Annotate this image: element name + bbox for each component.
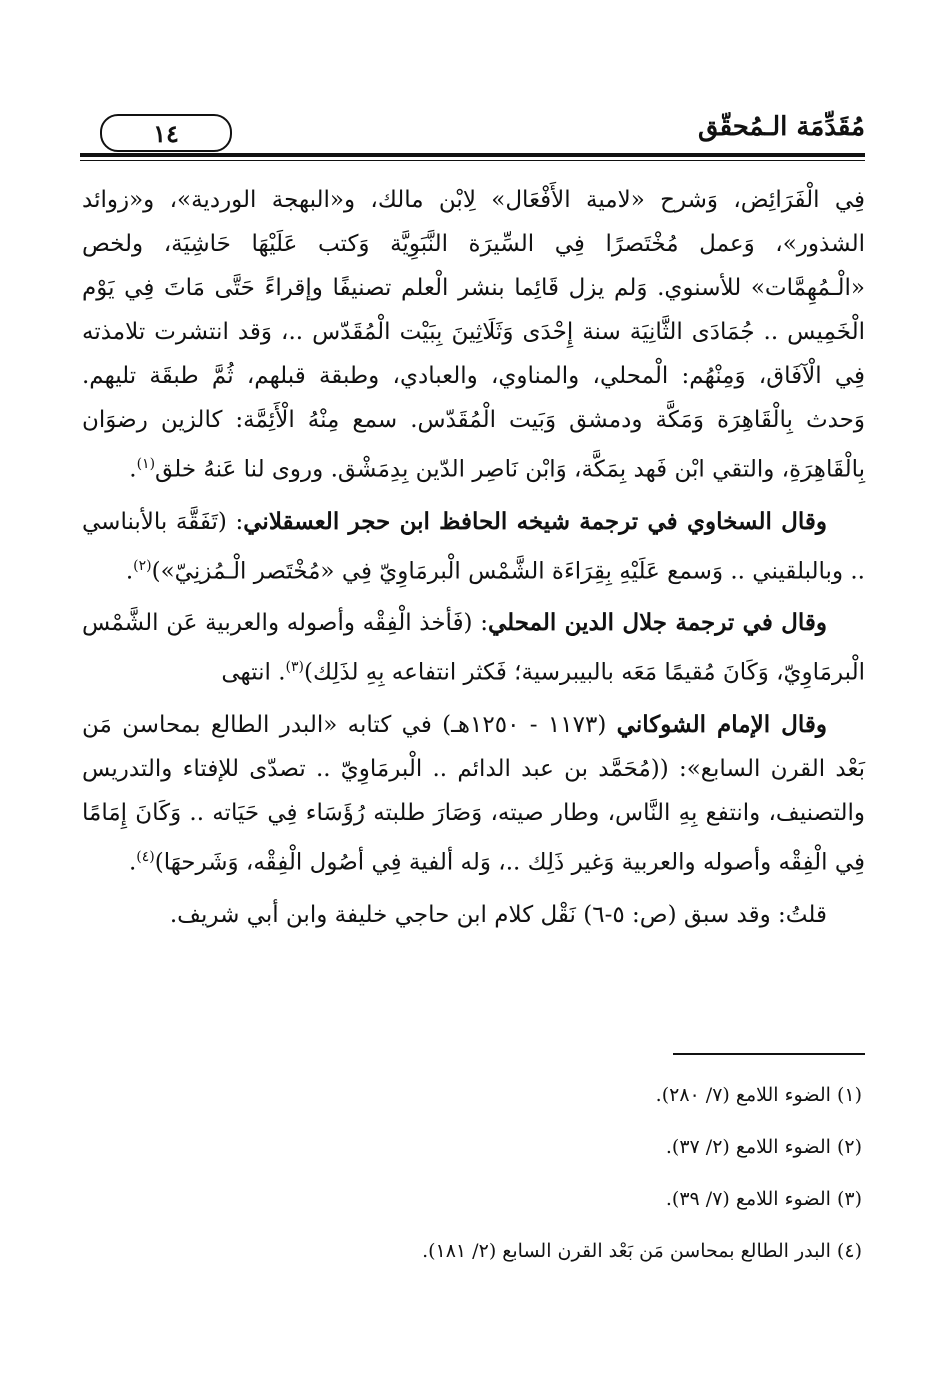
paragraph-2-lead: وقال السخاوي في ترجمة شيخه الحافظ ابن حجر العسقلاني (243, 507, 827, 535)
footnote-1: (١) الضوء اللامع (٧/ ٢٨٠). (655, 1084, 862, 1106)
footnote-separator (673, 1053, 865, 1055)
paragraph-3-lead: وقال في ترجمة جلال الدين المحلي (487, 609, 828, 637)
paragraph-3 (82, 601, 865, 695)
paragraph-4: وقال الإمام الشوكاني (١١٧٣ - ١٢٥٠هـ) في كتابه «البدر الطالع بمحاسن مَن بَعْد القرن السابع»: ((مُحَمَّد بن عبد الدائم .. الْبرمَاوِيّ .. تصدّى للإفتاء والتدريس والتصنيف، وانتفع بِهِ النَّاس، وطار صيته، وَصَارَ طلبته رُؤَسَاء فِي حَيَاته .. وَكَانَ إِمَامًا فِي الْفِقْه وأصوله والعربية وَغير ذَلِك ..، وَله ألفية فِي أصُول الْفِقْه، وَشَرحهَا)$^{(٤)}$. (82, 710, 865, 876)
main-text (82, 178, 865, 937)
footnotes (82, 1080, 862, 1288)
paragraph-2-text: : (تَفَقَّهَ بالأبناسي .. وبالبلقيني .. وَسمع عَلَيْهِ بِقِرَاءَة الشَّمْس الْبرمَاوِيّ فِي «مُخْتَصر الْـمُزنِيّ») (82, 508, 865, 585)
paragraph-3-tail: . انتهى (221, 659, 286, 686)
paragraph-5-text: قلتُ: وقد سبق (ص: ٥-٦) نَقْل كلام ابن حاجي خليفة وابن أبي شريف. (169, 901, 827, 928)
paragraph-1: فِي الْفَرَائِض، وَشرح «لامية الأَفْعَال» لِابْن مالك، و«البهجة الوردية»، و«زوائد الشذور»، وَعمل مُخْتَصرًا فِي السِّيرَة النَّبَوِيَّة وَكتب عَلَيْهَا حَاشِيَة، ولخص «الْـمُهِمَّات» للأسنوي. وَلم يزل قَائِما بنشر الْعلم تصنيفًا وإقراءً حَتَّى مَاتَ فِي يَوْم الْخَمِيس .. جُمَادَى الثَّانِيَة سنة إِحْدَى وَثَلَاثِينَ بِبَيْت الْمُقَدّس ..، وَقد انتشرت تلامذته فِي الْآفَاق، وَمِنْهُم: الْمحلي، والمناوي، والعبادي، وطبقة قبلهم، ثُمَّ طبقَة تليهم. وَحدث بِالْقَاهِرَة وَمَكَّة ودمشق وَبَيت الْمُقَدّس. سمع مِنْهُ الْأَئِمَّة: كالزين رضوَان بِالْقَاهِرَةِ، والتقي ابْن فَهد بِمَكَّة، وَابْن نَاصِر الدّين بِدِمَشْق. وروى لنا عَنهُ خلق$^{(١)}$. (82, 187, 865, 483)
footnote-4: (٤) البدر الطالع بمحاسن مَن بَعْد القرن السابع (٢/ ١٨١). (422, 1240, 862, 1262)
page-header (80, 100, 865, 160)
running-title: مُقَدِّمَة الـمُحقّق (697, 112, 865, 142)
footnote-ref-1: (١) (136, 456, 156, 472)
footnote-ref-4: (٤) (136, 848, 155, 865)
paragraph-4-text: (١١٧٣ - ١٢٥٠هـ) في كتابه «البدر الطالع بمحاسن مَن بَعْد القرن السابع»: ((مُحَمَّد بن عبد الدائم .. الْبرمَاوِيّ .. تصدّى للإفتاء والتدريس والتصنيف، وانتفع بِهِ النَّاس، وطار صيته، وَصَارَ طلبته رُؤَسَاء فِي حَيَاته .. وَكَانَ إِمَامًا فِي الْفِقْه وأصوله والعربية وَغير ذَلِك ..، وَله ألفية فِي أصُول الْفِقْه، وَشَرحهَا) (82, 711, 865, 876)
footnote-ref-2: (٢) (133, 557, 152, 574)
paragraph-4-lead: وقال الإمام الشوكاني (616, 710, 827, 738)
header-rule-thick (80, 153, 865, 157)
paragraph-1-text: فِي الْفَرَائِض، وَشرح «لامية الأَفْعَال» لِابْن مالك، و«البهجة الوردية»، و«زوائد الشذور»، وَعمل مُخْتَصرًا فِي السِّيرَة النَّبَوِيَّة وَكتب عَلَيْهَا حَاشِيَة، ولخص «الْـمُهِمَّات» للأسنوي. وَلم يزل قَائِما بنشر الْعلم تصنيفًا وإقراءً حَتَّى مَاتَ فِي يَوْم الْخَمِيس .. جُمَادَى الثَّانِيَة سنة إِحْدَى وَثَلَاثِينَ بِبَيْت الْمُقَدّس ..، وَقد انتشرت تلامذته فِي الْآفَاق، وَمِنْهُم: الْمحلي، والمناوي، والعبادي، وطبقة قبلهم، ثُمَّ طبقَة تليهم. وَحدث بِالْقَاهِرَة وَمَكَّة ودمشق وَبَيت الْمُقَدّس. سمع مِنْهُ الْأَئِمَّة: كالزين رضوَان بِالْقَاهِرَةِ، والتقي ابْن فَهد بِمَكَّة، وَابْن نَاصِر الدّين بِدِمَشْق. وروى لنا عَنهُ خلق (82, 187, 865, 483)
paragraph-2: وقال السخاوي في ترجمة شيخه الحافظ ابن حجر العسقلاني: (تَفَقَّهَ بالأبناسي .. وبالبلقيني .. وَسمع عَلَيْهِ بِقِرَاءَة الشَّمْس الْبرمَاوِيّ فِي «مُخْتَصر الْـمُزنِيّ»)$^{(٢)}$. (82, 507, 865, 585)
footnote-3: (٣) الضوء اللامع (٧/ ٣٩). (665, 1188, 862, 1210)
page-number: ١٤ (100, 114, 232, 152)
header-rule-thin (80, 160, 865, 161)
paragraph-5 (82, 893, 865, 937)
footnote-ref-3: (٣) (285, 659, 304, 676)
paragraph-3-text: : (فَأخذ الْفِقْه وأصوله والعربية عَن الشَّمْس الْبرمَاوِيّ، وَكَانَ مُقيمًا مَعَه بالبيبرسية؛ فَكثر انتفاعه بِهِ لذَلِك) (82, 610, 865, 686)
footnote-2: (٢) الضوء اللامع (٢/ ٣٧). (665, 1136, 862, 1158)
